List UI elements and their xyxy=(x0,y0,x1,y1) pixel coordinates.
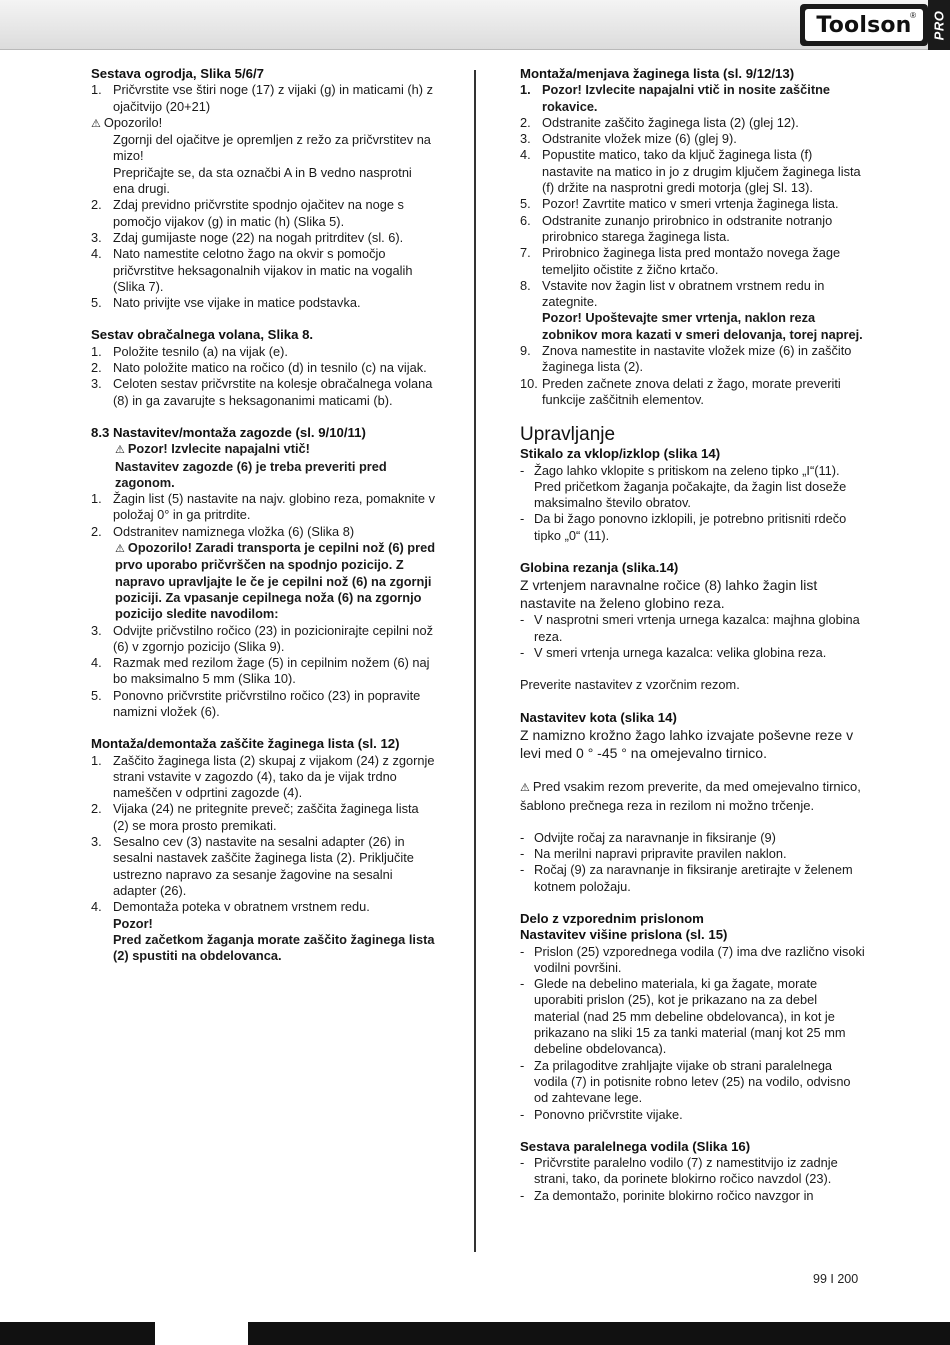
right-column xyxy=(520,66,865,1204)
list-item: 9. Znova namestite in nastavite vložek mize (6) in zaščito žaginega lista (2). xyxy=(520,343,852,375)
list-item: - Za prilagoditve zrahljajte vijake ob strani paralelnega vodila (7) in potisnite robno letev (25) na vodilo, odvisno od zahtevane lege. xyxy=(520,1057,851,1106)
logo-text: Toolson xyxy=(816,12,912,38)
pro-tab xyxy=(928,0,950,50)
list-item: - Na merilni napravi pripravite pravilen naklon. xyxy=(520,846,787,862)
section-title: Sestava ogrodja, Slika 5/6/7 xyxy=(91,66,264,81)
logo-inner xyxy=(805,9,923,41)
list-item: 3. Celoten sestav pričvrstite na kolesje obračalnega volana (8) in ga zavarujte s heksagonanimi maticami (b). xyxy=(91,376,433,408)
warning-icon: ⚠ xyxy=(91,117,101,130)
list-item: - Za demontažo, porinite blokirno ročico navzgor in xyxy=(520,1187,814,1203)
warning-text: ⚠ Opozorilo! Zaradi transporta je cepilni nož (6) pred prvo uporabo pričvrščen na spodnjo poziciјo. Z napravo upravljajte le če je cepilni nož (6) na zgornji poziciji. Za vpasanje cepilnega noža (6) na zgornjo pozicijo sledite navodilom: xyxy=(115,540,436,622)
list-item: - Prislon (25) vzporednega vodila (7) ima dve različno visoki vodilni površini. xyxy=(520,943,865,975)
page-number: 99 I 200 xyxy=(813,1272,859,1286)
section-title: 8.3 Nastavitev/montaža zagozde (sl. 9/10/11) xyxy=(91,424,366,440)
section-title: Sestava paralelnega vodila (Slika 16) xyxy=(520,1138,751,1154)
warning-icon: ⚠ xyxy=(115,444,125,457)
list-item: 3. Odvijte pričvstilno ročico (23) in pozicionirajte cepilni nož (6) v zgornjo pozicijo (Slika 9). xyxy=(91,622,434,654)
section-title: Sestav obračalnega volana, Slika 8. xyxy=(91,327,314,343)
footer-bar-right xyxy=(248,1322,950,1345)
warning-text: ⚠ Pred vsakim rezom preverite, da med omejevalno tirnico, šablono prečnega reza in rezilom ni možno trčenje. xyxy=(520,778,861,813)
list-item: 3. Sesalno cev (3) nastavite na sesalni adapter (26) in sesalni nastavek zaščite žaginega lista (2). Priključite ustrezno napravo za sesanje žagovine na sesalni adapter (26). xyxy=(91,834,414,898)
warning-text: Pozor! Upoštevajte smer vrtenja, naklon reza zobnikov mora kazati v smeri delovanja, torej naprej. xyxy=(542,310,863,342)
left-column xyxy=(91,66,436,964)
list-item: - Ponovno pričvrstite vijake. xyxy=(520,1106,683,1122)
list-item: 5. Ponovno pričvrstite pričvrstilno ročico (23) in popravite namizni vložek (6). xyxy=(91,687,421,719)
footer-bar-left xyxy=(0,1322,155,1345)
list-item: 1. Položite tesnilo (a) na vijak (e). xyxy=(91,343,288,359)
paragraph: Preverite nastavitev z vzorčnim rezom. xyxy=(520,677,740,693)
list-item: 2. Odstranite zaščito žaginega lista (2) (glej 12). xyxy=(520,114,799,130)
list-item: 7. Prirobnico žaginega lista pred montažo novega žage temeljito očistite z žično krtačo. xyxy=(520,245,841,277)
list-item: 2. Zdaj previdno pričvrstite spodnjo ojačitev na noge s pomočjo vijakov (g) in matic (h) (Slika 5). xyxy=(91,197,404,229)
warning-text: Pozor! xyxy=(113,915,153,931)
list-item: 4. Demontaža poteka v obratnem vrstnem redu. xyxy=(91,899,370,915)
toolson-logo xyxy=(800,4,928,46)
list-item: 1. Pričvrstite vse štiri noge (17) z vijaki (g) in maticami (h) z ojačitvijo (20+21) xyxy=(91,82,433,114)
list-item: - Pričvrstite paralelno vodilo (7) z namestitvijo iz zadnje strani, tako, da porinete blokirno ročico navzdol (23). xyxy=(520,1155,838,1187)
warning-line: ⚠ Opozorilo! xyxy=(91,115,436,132)
header-bar xyxy=(0,0,950,50)
list-item: 5. Pozor! Zavrtite matico v smeri vrtenja žaginega lista. xyxy=(520,196,839,212)
list-item: 4. Popustite matico, tako da ključ žaginega lista (f) nastavite na matico in jo z drugim ključem žaginega lista (f) držite na nasprotni gredi motorja (glej Sl. 13). xyxy=(520,147,861,196)
list-item: - V smeri vrtenja urnega kazalca: velika globina reza. xyxy=(520,644,827,660)
list-item: 3. Zdaj gumijaste noge (22) na nogah pritrditev (sl. 6). xyxy=(91,229,404,245)
warning-text: Prepričajte se, da sta označbi A in B vedno nasprotni ena drugi. xyxy=(113,164,412,197)
warning-text: Pred začetkom žaganja morate zaščito žaginega lista (2) spustiti na obdelovanca. xyxy=(113,931,435,964)
warning-line: ⚠ Pozor! Izvlecite napajalni vtič! xyxy=(91,441,436,458)
list-item: - Da bi žago ponovno izklopili, je potrebno pritisniti rdečo tipko „0“ (11). xyxy=(520,511,847,543)
list-item: 6. Odstranite zunanjo prirobnico in odstranite notranjo prirobnico starega žaginega lista. xyxy=(520,212,833,244)
list-item: 3. Odstranite vložek mize (6) (glej 9). xyxy=(520,131,737,147)
paragraph: Z vrtenjem naravnalne ročice (8) lahko žagin list nastavite na želeno globino reza. xyxy=(520,577,818,612)
list-item: 4. Nato namestite celotno žago na okvir s pomočjo pričvrstitve heksagonalnih vijakov in matic na vogalih (Slika 7). xyxy=(91,246,413,294)
section-subtitle: Nastavitev višine prislona (sl. 15) xyxy=(520,927,728,943)
section-title: Globina rezanja (slika.14) xyxy=(520,560,679,576)
list-item: 8. Vstavite nov žagin list v obratnem vrstnem redu in zategnite. xyxy=(520,277,825,310)
warning-icon: ⚠ xyxy=(520,781,530,794)
list-item: - Žago lahko vklopite s pritiskom na zeleno tipko „I“(11). Pred pričetkom žaganja počakajte, da žagin list doseže maksimalno število obratov. xyxy=(520,462,847,511)
list-item: - Odvijte ročaj za naravnanje in fiksiranje (9) xyxy=(520,829,776,845)
list-item: 2. Nato položite matico na ročico (d) in tesnilo (c) na vijak. xyxy=(91,360,427,376)
paragraph: Z namizno krožno žago lahko izvajate poševne reze v levi med 0 ° -45 ° na omejevalno tirnico. xyxy=(520,726,854,761)
warning-text: Zgornji del ojačitve je opremljen z režo za pričvrstitev na mizo! xyxy=(113,132,431,164)
section-title: Stikalo za vklop/izklop (slika 14) xyxy=(520,446,721,462)
section-title: Delo z vzporednim prislonom xyxy=(520,910,704,926)
list-item: 2. Vijaka (24) ne pritegnite preveč; zaščita žaginega lista (2) se mora prosto premikati. xyxy=(91,801,419,833)
list-item: - Ročaj (9) za naravnanje in fiksiranje aretirajte v želenem kotnem položaju. xyxy=(520,862,853,894)
section-title: Nastavitev kota (slika 14) xyxy=(520,709,677,725)
warning-text: Nastavitev zagozde (6) je treba preveriti pred zagonom. xyxy=(115,458,387,490)
list-item: 4. Razmak med rezilom žage (5) in cepilnim nožem (6) naj bo maksimalno 5 mm (Slika 10). xyxy=(91,655,430,687)
list-item: 2. Odstranitev namiznega vložka (6) (Slika 8) xyxy=(91,523,355,539)
list-item: - V nasprotni smeri vrtenja urnega kazalca: majhna globina reza. xyxy=(520,612,860,644)
section-title: Montaža/demontaža zaščite žaginega lista (sl. 12) xyxy=(91,736,400,752)
column-divider xyxy=(474,70,476,1252)
pro-tab-label: PRO xyxy=(931,10,947,40)
section-title: Montaža/menjava žaginega lista (sl. 9/12/13) xyxy=(520,66,795,81)
list-item: 10. Preden začnete znova delati z žago, morate preveriti funkcije zaščitnih elementov. xyxy=(520,375,841,407)
warning-icon: ⚠ xyxy=(115,543,125,556)
section-heading: Upravljanje xyxy=(520,424,616,446)
list-item: 1. Pozor! Izvlecite napajalni vtič in nosite zaščitne rokavice. xyxy=(520,82,831,114)
list-item: - Glede na debelino materiala, ki ga žagate, morate uporabiti prislon (25), kot je prikazano na za debel material (nad 25 mm debeline obdelovanca), in kot je prikazano na sliki 15 za tanki material (manj kot 25 mm debeline obdelovanca). xyxy=(520,976,846,1057)
list-item: 1. Žagin list (5) nastavite na najv. globino reza, pomaknite v položaj 0° in ga pritrdite. xyxy=(91,491,435,523)
list-item: 1. Zaščito žaginega lista (2) skupaj z vijakom (24) z zgornje strani vstavite v zagozdo (4), tako da je vijak trdno nameščen v odprtini zagozde (4). xyxy=(91,752,435,801)
logo-registered-mark: ® xyxy=(910,11,916,20)
list-item: 5. Nato privijte vse vijake in matice podstavka. xyxy=(91,295,361,311)
